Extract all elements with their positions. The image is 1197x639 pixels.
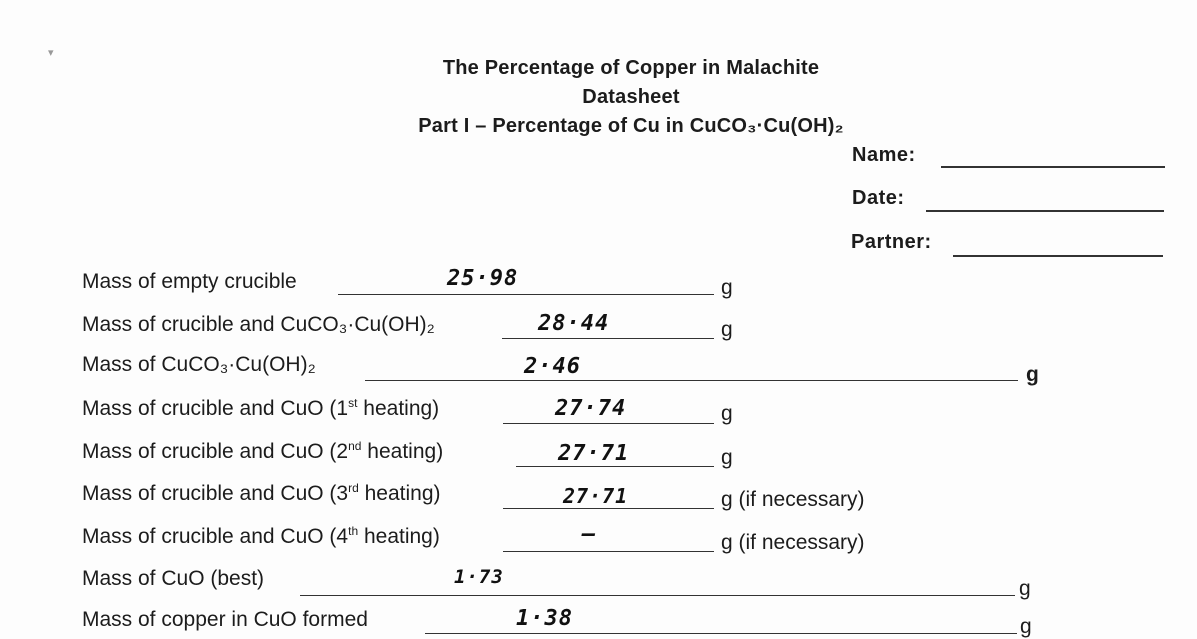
margin-mark: ▾ [48,47,54,59]
row-empty-crucible-label: Mass of empty crucible [82,270,297,293]
row-cuo-best-line [300,595,1015,596]
row-empty-crucible-line [338,294,714,295]
row-copper-mass-unit: g [1020,615,1032,638]
row-empty-crucible-unit: g [721,276,733,299]
row-crucible-malachite-line [502,338,714,339]
page-title: The Percentage of Copper in Malachite [442,57,820,79]
partner-label: Partner: [851,231,932,253]
row-heating-3-label: Mass of crucible and CuO (3rd heating) [82,481,441,505]
row-cuo-best-unit: g [1019,577,1031,600]
row-heating-2-value[interactable]: 27·71 [558,441,630,466]
partner-field[interactable] [953,255,1163,257]
row-heating-2-line [516,466,714,467]
date-field[interactable] [926,210,1164,212]
row-heating-1-label: Mass of crucible and CuO (1st heating) [82,396,440,420]
row-crucible-malachite-label: Mass of crucible and CuCO₃·Cu(OH)₂ [82,313,435,336]
row-heating-4-value[interactable]: — [582,522,597,547]
row-copper-mass-value[interactable]: 1·38 [516,606,573,631]
row-heating-3-value[interactable]: 27·71 [563,484,629,508]
row-malachite-mass-label: Mass of CuCO₃·Cu(OH)₂ [82,353,316,376]
name-label: Name: [852,144,916,166]
row-heating-2-label: Mass of crucible and CuO (2nd heating) [82,439,444,463]
page-subtitle: Datasheet [582,86,680,108]
row-empty-crucible-value[interactable]: 25·98 [447,266,519,291]
row-heating-3-line [503,508,714,509]
row-heating-1-value[interactable]: 27·74 [555,396,627,421]
row-crucible-malachite-unit: g [721,318,733,341]
row-heating-4-label: Mass of crucible and CuO (4th heating) [82,524,440,548]
row-malachite-mass-unit: g [1026,363,1039,386]
row-heating-4-unit: g (if necessary) [721,531,865,554]
row-heating-3-unit: g (if necessary) [721,488,865,511]
row-heating-1-unit: g [721,402,733,425]
row-malachite-mass-value[interactable]: 2·46 [524,354,581,379]
row-cuo-best-value[interactable]: 1·73 [454,566,504,588]
row-cuo-best-label: Mass of CuO (best) [82,567,265,590]
row-heating-4-line [503,551,714,552]
date-label: Date: [852,187,905,209]
part-heading: Part I – Percentage of Cu in CuCO₃·Cu(OH)₂ [418,115,844,137]
name-field[interactable] [941,166,1165,168]
row-heating-1-line [503,423,714,424]
row-crucible-malachite-value[interactable]: 28·44 [538,311,610,336]
row-heating-2-unit: g [721,446,733,469]
row-copper-mass-label: Mass of copper in CuO formed [82,608,368,631]
row-malachite-mass-line [365,380,1018,381]
